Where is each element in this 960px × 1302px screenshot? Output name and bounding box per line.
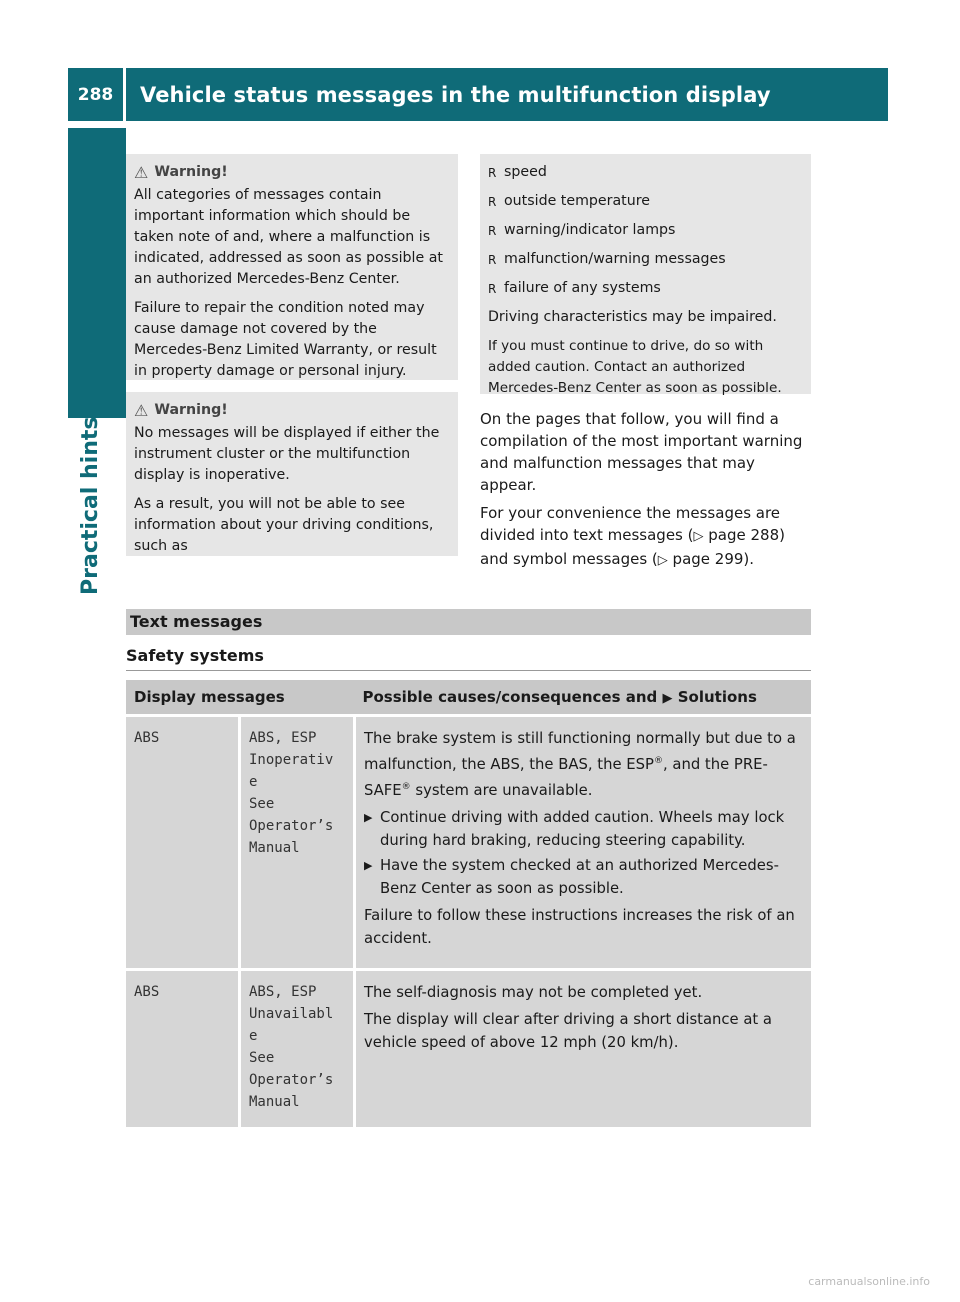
- message-display: ABS, ESP Inoperativ e See Operator’s Manual: [240, 716, 355, 970]
- page-ref-icon: ▷: [693, 529, 704, 544]
- warning-box-1: [126, 154, 458, 380]
- list-item: R warning/indicator lamps: [488, 220, 803, 241]
- table-header-row: [126, 680, 811, 716]
- list-item: R speed: [488, 162, 803, 183]
- page-number: 288: [68, 68, 126, 121]
- warning-paragraph: As a result, you will not be able to see information about your driving conditions, such as: [134, 496, 434, 554]
- solution-step: ▶ Have the system checked at an authorized Mercedes-Benz Center as soon as possible.: [364, 854, 803, 900]
- table-row: [126, 716, 811, 970]
- list-item: R outside temperature: [488, 191, 803, 212]
- intro-paragraph: On the pages that follow, you will find a compilation of the most important warning and malfunction messages that may appear.: [480, 410, 803, 494]
- page-ref-icon: ▷: [657, 553, 668, 568]
- section-title: Text messages: [126, 609, 811, 635]
- condition-list: [488, 162, 803, 299]
- table-header-causes: Possible causes/consequences and ▶ Solutions: [355, 680, 812, 716]
- messages-table: [126, 680, 811, 1130]
- page-header: [68, 68, 888, 121]
- footer-watermark: carmanualsonline.info: [808, 1275, 930, 1288]
- side-label: Practical hints: [78, 416, 103, 595]
- warning-paragraph: No messages will be displayed if either the instrument cluster or the multifunction display is inoperative.: [134, 425, 440, 483]
- table-row: [126, 969, 811, 1128]
- warning-box-continued: [480, 154, 811, 394]
- warning-heading: [134, 400, 450, 421]
- message-display: ABS, ESP Unavailabl e See Operator’s Manual: [240, 969, 355, 1128]
- message-causes: The brake system is still functioning normally but due to a malfunction, the ABS, the BAS, the ESP®, and the PRE-SAFE® system are unavailable. ▶ Continue driving with added caution. Wheels may lock during hard braking, reducing steering capability. ▶ Have the system checked at an authorized Mercedes-Benz Center as soon as possible. Failure to follow these instructions increases the risk of an accident.: [355, 716, 812, 970]
- list-item: R malfunction/warning messages: [488, 249, 803, 270]
- solution-step: ▶ Continue driving with added caution. Wheels may lock during hard braking, reducing steering capability.: [364, 806, 803, 852]
- warning-heading-text: Warning!: [154, 164, 228, 180]
- subsection-title: Safety systems: [126, 646, 811, 671]
- message-causes: The self-diagnosis may not be completed yet. The display will clear after driving a short distance at a vehicle speed of above 12 mph (20 km/h).: [355, 969, 812, 1128]
- warning-paragraph: If you must continue to drive, do so with added caution. Contact an authorized Mercedes-Benz Center as soon as possible.: [488, 338, 782, 396]
- warning-paragraph: Failure to repair the condition noted may cause damage not covered by the Mercedes-Benz Limited Warranty, or result in property damage or personal injury.: [134, 300, 437, 379]
- table-header-display: Display messages: [126, 680, 355, 716]
- warning-box-2: [126, 392, 458, 556]
- warning-heading: [134, 162, 450, 183]
- intro-paragraph: For your convenience the messages are divided into text messages (▷ page 288) and symbol messages (▷ page 299).: [480, 504, 785, 568]
- message-code: ABS: [126, 716, 240, 970]
- list-item: R failure of any systems: [488, 278, 803, 299]
- solution-arrow-icon: ▶: [662, 691, 673, 706]
- side-rail: [68, 128, 126, 418]
- solution-steps: [364, 806, 803, 900]
- warning-icon: ⚠: [134, 400, 149, 420]
- message-code: ABS: [126, 969, 240, 1128]
- warning-heading-text: Warning!: [154, 402, 228, 418]
- warning-paragraph: Driving characteristics may be impaired.: [488, 309, 777, 325]
- warning-icon: ⚠: [134, 162, 149, 182]
- warning-paragraph: All categories of messages contain important information which should be taken note of and, where a malfunction is indicated, addressed as soon as possible at an authorized Mercedes-Benz Center.: [134, 187, 443, 287]
- page-title: Vehicle status messages in the multifunction display: [140, 82, 771, 107]
- intro-text: [480, 408, 814, 578]
